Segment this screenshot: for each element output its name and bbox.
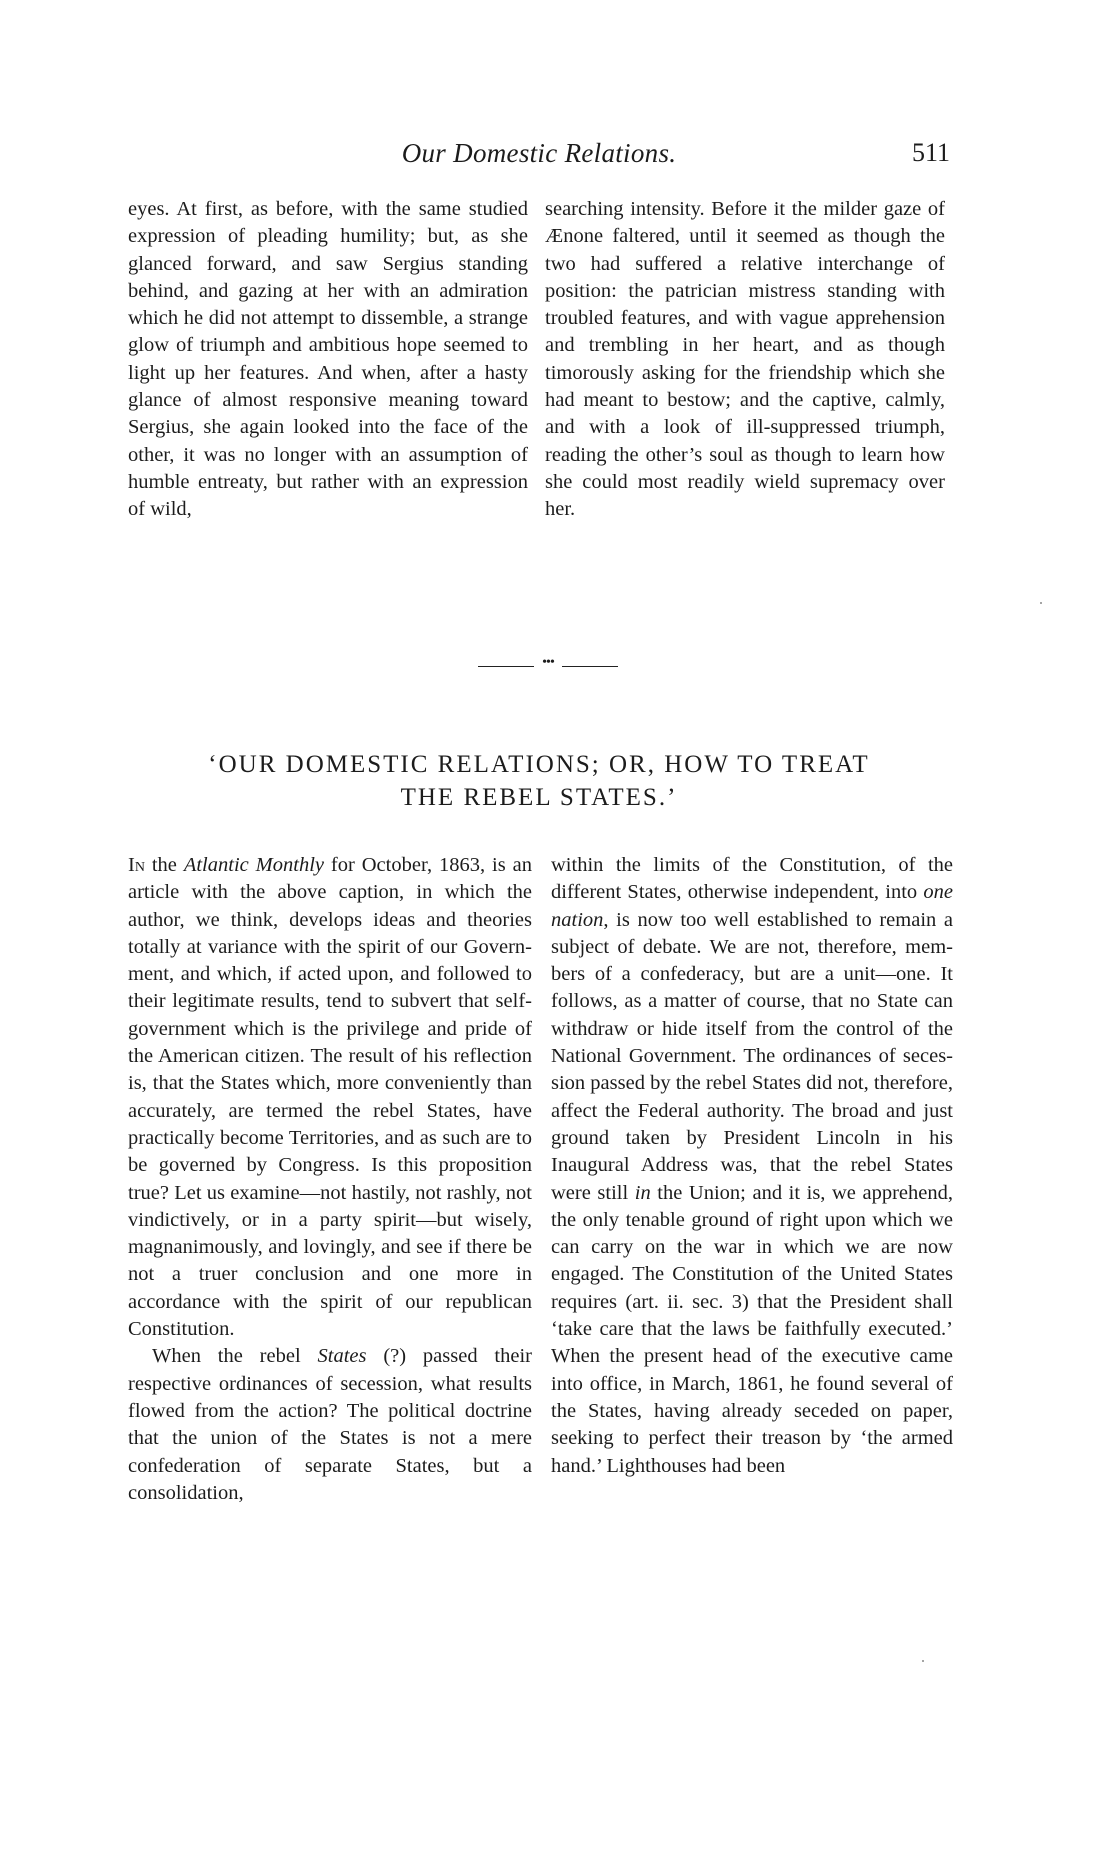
story-continuation-left-column xyxy=(128,196,528,524)
separator-rule-left xyxy=(478,666,534,667)
story-paragraph: searching intensity. Before it the milder gaze of Ænone faltered, until it seemed as though the two had suffered a relative interchange of position: the patrician mistress standing with troubled features, and with vague apprehension and trembling in her heart, and as though timorously asking for the friendship which she had meant to bestow; and the captive, calmly, and with a look of ill-suppressed triumph, reading the other’s soul as though to learn how she could most readily wield supremacy over her. xyxy=(545,198,945,521)
emphasis-in: in xyxy=(634,1181,651,1204)
article-right-column xyxy=(551,852,953,1480)
separator-rule-right xyxy=(562,666,618,667)
running-head xyxy=(128,138,950,178)
magazine-title: Atlantic Monthly xyxy=(183,854,324,876)
text-run: within the limits of the Constitution, of the different States, otherwise independent, into xyxy=(551,854,953,904)
text-run: for October, 1863, is an article with the above caption, in which the author, we think, develops ideas and theories totally at variance with the spirit of our Government, and which, if acted upon, and followed to their legitimate results, tend to subvert that self-government which is the privilege and pride of the American citizen. The result of his reflection is, that the States which, more conveniently than accurately, are termed the rebel States, have practically become Territories, and as such are to be governed by Congress. Is this proposition true? Let us examine—not hastily, not rashly, not vindictively, or in a party spirit—but wisely, magnanimously, and lovingly, and see if there be not a truer conclusion and one more in accordance with the spirit of our republican Constitution. xyxy=(128,854,532,1341)
article-paragraph-1 xyxy=(128,852,532,1343)
article-left-column xyxy=(128,852,532,1507)
running-title: Our Domestic Relations. xyxy=(401,138,677,168)
text-run: the Union; and it is, we apprehend, the only tenable ground of right upon which we can carry on the war in which we are now engaged. The Constitution of the United States requires (art. ii. sec. 3) that the President shall ‘take care that the laws be faithfully executed.’ When the present head of the executive came into office, in March, 1861, he found several of the States, having already seceded on paper, seeking to perfect their treason by ‘the armed hand.’ Lighthouses had been xyxy=(551,1181,953,1477)
separator-ornament: ••• xyxy=(542,655,554,670)
section-separator xyxy=(478,655,618,672)
text-run: the xyxy=(144,854,184,876)
text-run: , is now too well established to remain a subject of debate. We are not, therefore, members of a confederacy, but are a unit—one. It follows, as a matter of course, that no State can withdraw or hide itself from the control of the National Government. The ordinances of secession passed by the rebel States did not, therefore, affect the Federal authority. The broad and just ground taken by President Lincoln in his Inaugural Address was, that the rebel States were still xyxy=(551,908,953,1204)
paper-speck xyxy=(922,1660,924,1662)
emphasis-states: States xyxy=(317,1345,367,1368)
text-run: (?) passed their respective ordinances of secession, what results flowed from the action? The political doctrine that the union of the States is not a mere confederation of separate States, but a consolidation, xyxy=(128,1345,532,1504)
story-paragraph: eyes. At first, as before, with the same studied expression of pleading humility; but, as she glanced forward, and saw Sergius standing behind, and gazing at her with an admiration which he did not attempt to dissemble, a strange glow of triumph and ambitious hope seemed to light up her features. And when, after a hasty glance of almost responsive meaning toward Sergius, she again looked into the face of the other, it was no longer with an assumption of humble entreaty, but rather with an expression of wild, xyxy=(128,198,528,521)
paragraph-opening-word: In xyxy=(128,854,145,876)
article-title-line-1: ‘OUR DOMESTIC RELATIONS; OR, HOW TO TREAT xyxy=(208,751,870,778)
text-run: When the rebel xyxy=(152,1345,318,1368)
article-title xyxy=(128,748,950,814)
article-paragraph-2 xyxy=(128,1343,532,1507)
emphasis-one-nation: one nation xyxy=(551,881,953,931)
article-title-line-2: THE REBEL STATES.’ xyxy=(400,784,678,811)
story-continuation-right-column xyxy=(545,196,945,524)
paper-speck xyxy=(1040,602,1042,604)
page-number: 511 xyxy=(911,138,950,167)
article-paragraph-continued xyxy=(551,852,953,1480)
